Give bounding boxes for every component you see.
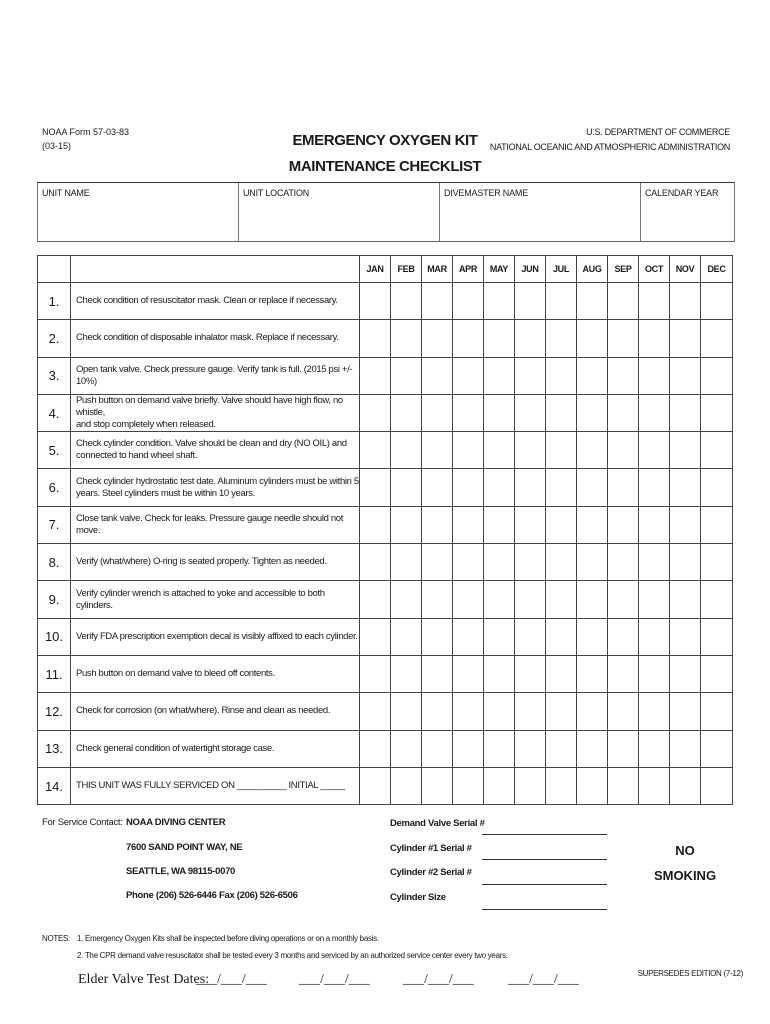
check-cell-jan[interactable] — [360, 544, 391, 581]
check-cell-may[interactable] — [484, 469, 515, 506]
check-cell-aug[interactable] — [577, 394, 608, 431]
month-header-feb: FEB — [391, 256, 422, 283]
check-cell-may[interactable] — [484, 693, 515, 730]
check-cell-apr[interactable] — [453, 581, 484, 618]
check-cell-mar[interactable] — [422, 283, 453, 320]
check-cell-sep[interactable] — [608, 432, 639, 469]
check-cell-aug[interactable] — [577, 693, 608, 730]
check-cell-oct[interactable] — [639, 544, 670, 581]
table-row — [38, 320, 733, 357]
check-cell-nov[interactable] — [670, 693, 701, 730]
item-description — [71, 394, 360, 431]
month-header-jul: JUL — [546, 256, 577, 283]
check-cell-mar[interactable] — [422, 655, 453, 692]
check-cell-may[interactable] — [484, 283, 515, 320]
item-description — [71, 693, 360, 730]
title-line-1: EMERGENCY OXYGEN KIT — [292, 132, 478, 149]
check-cell-aug[interactable] — [577, 357, 608, 394]
month-header-mar: MAR — [422, 256, 453, 283]
check-cell-mar[interactable] — [422, 693, 453, 730]
form-number-block — [42, 125, 129, 153]
unit-name-field[interactable] — [38, 183, 239, 241]
check-cell-jun[interactable] — [515, 581, 546, 618]
cylinder-2-serial-input[interactable] — [482, 884, 607, 885]
check-cell-dec[interactable] — [701, 655, 733, 692]
check-cell-oct[interactable] — [639, 655, 670, 692]
month-header-sep: SEP — [608, 256, 639, 283]
check-cell-jul[interactable] — [546, 618, 577, 655]
check-cell-dec[interactable] — [701, 506, 733, 543]
check-cell-jan[interactable] — [360, 767, 391, 804]
no-smoking-notice — [640, 838, 730, 888]
check-cell-jun[interactable] — [515, 432, 546, 469]
cylinder-1-serial-label: Cylinder #1 Serial # — [390, 843, 472, 854]
item-description-line-1: Verify (what/where) O-ring is seated properly. Tighten as needed. — [76, 556, 327, 568]
table-row — [38, 544, 733, 581]
check-cell-mar[interactable] — [422, 730, 453, 767]
check-cell-may[interactable] — [484, 618, 515, 655]
check-cell-jul[interactable] — [546, 581, 577, 618]
check-cell-jul[interactable] — [546, 730, 577, 767]
check-cell-may[interactable] — [484, 506, 515, 543]
check-cell-sep[interactable] — [608, 767, 639, 804]
agency-block — [490, 125, 730, 155]
table-row — [38, 469, 733, 506]
check-cell-jan[interactable] — [360, 693, 391, 730]
item-description — [71, 320, 360, 357]
no-smoking-line-2: SMOKING — [653, 868, 717, 883]
check-cell-nov[interactable] — [670, 432, 701, 469]
table-row — [38, 394, 733, 431]
check-cell-jul[interactable] — [546, 655, 577, 692]
cylinder-size-input[interactable] — [482, 909, 607, 910]
check-cell-dec[interactable] — [701, 432, 733, 469]
check-cell-jan[interactable] — [360, 394, 391, 431]
table-row — [38, 506, 733, 543]
check-cell-may[interactable] — [484, 432, 515, 469]
check-cell-aug[interactable] — [577, 767, 608, 804]
table-row — [38, 730, 733, 767]
check-cell-feb[interactable] — [391, 506, 422, 543]
check-cell-jun[interactable] — [515, 357, 546, 394]
item-description-line-1: Check general condition of watertight storage case. — [76, 742, 275, 754]
check-cell-apr[interactable] — [453, 432, 484, 469]
check-cell-jul[interactable] — [546, 432, 577, 469]
check-cell-jul[interactable] — [546, 283, 577, 320]
cylinder-2-serial-label: Cylinder #2 Serial # — [390, 867, 472, 878]
check-cell-jan[interactable] — [360, 730, 391, 767]
check-cell-dec[interactable] — [701, 469, 733, 506]
check-cell-feb[interactable] — [391, 655, 422, 692]
check-cell-may[interactable] — [484, 544, 515, 581]
check-cell-jan[interactable] — [360, 469, 391, 506]
check-cell-jan[interactable] — [360, 618, 391, 655]
check-cell-mar[interactable] — [422, 544, 453, 581]
check-cell-nov[interactable] — [670, 544, 701, 581]
check-cell-sep[interactable] — [608, 506, 639, 543]
check-cell-nov[interactable] — [670, 655, 701, 692]
cylinder-1-serial-input[interactable] — [482, 859, 607, 860]
item-description-line-2: connected to hand wheel shaft. — [76, 450, 198, 462]
item-description — [71, 581, 360, 618]
check-cell-aug[interactable] — [577, 506, 608, 543]
check-cell-jan[interactable] — [360, 432, 391, 469]
check-cell-oct[interactable] — [639, 432, 670, 469]
check-cell-may[interactable] — [484, 581, 515, 618]
check-cell-nov[interactable] — [670, 767, 701, 804]
check-cell-dec[interactable] — [701, 693, 733, 730]
check-cell-oct[interactable] — [639, 357, 670, 394]
check-cell-may[interactable] — [484, 357, 515, 394]
check-cell-jun[interactable] — [515, 730, 546, 767]
check-cell-jun[interactable] — [515, 283, 546, 320]
administration-name: NATIONAL OCEANIC AND ATMOSPHERIC ADMINISTRATION — [489, 142, 730, 152]
item-description — [71, 544, 360, 581]
elder-date-blank-1[interactable]: ___/___/___ — [196, 972, 267, 987]
maintenance-checklist-table — [37, 255, 733, 805]
check-cell-oct[interactable] — [639, 767, 670, 804]
check-cell-nov[interactable] — [670, 730, 701, 767]
form-number: NOAA Form 57-03-83 — [42, 127, 130, 137]
check-cell-jan[interactable] — [360, 320, 391, 357]
service-address-line-2: SEATTLE, WA 98115-0070 — [126, 866, 236, 877]
elder-date-blank-3[interactable]: ___/___/___ — [403, 972, 474, 987]
item-description-line-1: Push button on demand valve to bleed off contents. — [76, 668, 275, 680]
check-cell-dec[interactable] — [701, 320, 733, 357]
item-number: 14. — [38, 767, 71, 804]
item-number: 2. — [38, 320, 71, 357]
table-row — [38, 693, 733, 730]
item-description — [71, 357, 360, 394]
check-cell-oct[interactable] — [639, 618, 670, 655]
service-contact-label: For Service Contact: — [42, 817, 123, 828]
check-cell-jun[interactable] — [515, 469, 546, 506]
check-cell-mar[interactable] — [422, 581, 453, 618]
month-header-jan: JAN — [360, 256, 391, 283]
check-cell-jul[interactable] — [546, 320, 577, 357]
calendar-year-field[interactable] — [641, 183, 735, 241]
item-description — [71, 283, 360, 320]
check-cell-dec[interactable] — [701, 618, 733, 655]
item-number: 4. — [38, 394, 71, 431]
title-line-2: MAINTENANCE CHECKLIST — [288, 158, 482, 175]
note-1: 1. Emergency Oxygen Kits shall be inspected before diving operations or on a monthly basis. — [77, 934, 379, 943]
check-cell-oct[interactable] — [639, 506, 670, 543]
check-cell-jun[interactable] — [515, 618, 546, 655]
check-cell-oct[interactable] — [639, 469, 670, 506]
check-cell-may[interactable] — [484, 655, 515, 692]
no-smoking-line-1: NO — [675, 843, 695, 858]
item-description-line-1: Close tank valve. Check for leaks. Pressure gauge needle should not move. — [76, 512, 343, 536]
check-cell-sep[interactable] — [608, 544, 639, 581]
item-description — [71, 730, 360, 767]
unit-name-label: UNIT NAME — [42, 188, 90, 198]
check-cell-jun[interactable] — [515, 655, 546, 692]
check-cell-nov[interactable] — [670, 283, 701, 320]
check-cell-mar[interactable] — [422, 357, 453, 394]
check-cell-jan[interactable] — [360, 506, 391, 543]
cylinder-size-label: Cylinder Size — [390, 892, 446, 903]
check-cell-apr[interactable] — [453, 730, 484, 767]
check-cell-aug[interactable] — [577, 432, 608, 469]
table-row — [38, 655, 733, 692]
check-cell-oct[interactable] — [639, 320, 670, 357]
check-cell-aug[interactable] — [577, 618, 608, 655]
item-number: 7. — [38, 506, 71, 543]
check-cell-apr[interactable] — [453, 544, 484, 581]
check-cell-apr[interactable] — [453, 357, 484, 394]
item-description-line-1: Check condition of disposable inhalator mask. Replace if necessary. — [76, 332, 339, 344]
supersedes-edition: SUPERSEDES EDITION (7-12) — [637, 969, 743, 978]
item-number: 11. — [38, 655, 71, 692]
check-cell-sep[interactable] — [608, 730, 639, 767]
department-name: U.S. DEPARTMENT OF COMMERCE — [586, 127, 730, 137]
item-number: 1. — [38, 283, 71, 320]
demand-valve-serial-input[interactable] — [482, 834, 607, 835]
check-cell-mar[interactable] — [422, 469, 453, 506]
item-number: 10. — [38, 618, 71, 655]
check-cell-jul[interactable] — [546, 394, 577, 431]
notes-label: NOTES: — [42, 934, 70, 943]
check-cell-aug[interactable] — [577, 655, 608, 692]
table-row — [38, 283, 733, 320]
check-cell-mar[interactable] — [422, 618, 453, 655]
check-cell-nov[interactable] — [670, 394, 701, 431]
item-description-line-1: Verify FDA prescription exemption decal is visibly affixed to each cylinder. — [76, 630, 358, 642]
check-cell-feb[interactable] — [391, 730, 422, 767]
elder-valve-label: Elder Valve Test Dates: — [78, 972, 210, 987]
unit-info-box — [37, 182, 735, 242]
check-cell-nov[interactable] — [670, 320, 701, 357]
month-header-dec: DEC — [701, 256, 733, 283]
item-number: 13. — [38, 730, 71, 767]
check-cell-sep[interactable] — [608, 581, 639, 618]
table-row — [38, 357, 733, 394]
item-number: 5. — [38, 432, 71, 469]
form-date: (03-15) — [42, 141, 72, 151]
check-cell-feb[interactable] — [391, 320, 422, 357]
check-cell-mar[interactable] — [422, 767, 453, 804]
table-row — [38, 432, 733, 469]
check-cell-apr[interactable] — [453, 394, 484, 431]
item-number: 12. — [38, 693, 71, 730]
check-cell-jul[interactable] — [546, 506, 577, 543]
divemaster-name-label: DIVEMASTER NAME — [444, 188, 529, 198]
check-cell-feb[interactable] — [391, 767, 422, 804]
check-cell-sep[interactable] — [608, 469, 639, 506]
unit-location-field[interactable] — [239, 183, 440, 241]
item-description-line-1: Check condition of resuscitator mask. Clean or replace if necessary. — [76, 295, 338, 307]
check-cell-jul[interactable] — [546, 469, 577, 506]
check-cell-sep[interactable] — [608, 394, 639, 431]
check-cell-jul[interactable] — [546, 544, 577, 581]
check-cell-jun[interactable] — [515, 320, 546, 357]
check-cell-nov[interactable] — [670, 357, 701, 394]
table-row — [38, 581, 733, 618]
check-cell-sep[interactable] — [608, 655, 639, 692]
check-cell-dec[interactable] — [701, 394, 733, 431]
check-cell-may[interactable] — [484, 730, 515, 767]
month-header-may: MAY — [484, 256, 515, 283]
check-cell-jul[interactable] — [546, 357, 577, 394]
service-center-name: NOAA DIVING CENTER — [126, 817, 226, 828]
demand-valve-serial-label: Demand Valve Serial # — [390, 818, 485, 829]
item-description — [71, 469, 360, 506]
check-cell-jul[interactable] — [546, 767, 577, 804]
divemaster-name-field[interactable] — [440, 183, 641, 241]
check-cell-dec[interactable] — [701, 357, 733, 394]
check-cell-oct[interactable] — [639, 693, 670, 730]
check-cell-aug[interactable] — [577, 544, 608, 581]
check-cell-jun[interactable] — [515, 544, 546, 581]
check-cell-apr[interactable] — [453, 618, 484, 655]
page-title — [250, 128, 520, 180]
check-cell-mar[interactable] — [422, 320, 453, 357]
elder-date-blank-4[interactable]: ___/___/___ — [508, 972, 579, 987]
table-row — [38, 767, 733, 804]
check-cell-aug[interactable] — [577, 320, 608, 357]
check-cell-oct[interactable] — [639, 581, 670, 618]
check-cell-jan[interactable] — [360, 283, 391, 320]
check-cell-dec[interactable] — [701, 767, 733, 804]
table-row — [38, 618, 733, 655]
check-cell-dec[interactable] — [701, 544, 733, 581]
check-cell-may[interactable] — [484, 767, 515, 804]
item-description-line-1: Check cylinder hydrostatic test date. Aluminum cylinders must be within 5 — [76, 475, 359, 487]
month-header-row — [38, 256, 733, 283]
check-cell-mar[interactable] — [422, 394, 453, 431]
check-cell-apr[interactable] — [453, 506, 484, 543]
check-cell-apr[interactable] — [453, 469, 484, 506]
check-cell-jan[interactable] — [360, 581, 391, 618]
check-cell-jan[interactable] — [360, 357, 391, 394]
item-description-line-1: THIS UNIT WAS FULLY SERVICED ON __________ INITIAL _____ — [76, 780, 345, 791]
check-cell-sep[interactable] — [608, 320, 639, 357]
check-cell-feb[interactable] — [391, 283, 422, 320]
check-cell-feb[interactable] — [391, 394, 422, 431]
check-cell-jun[interactable] — [515, 693, 546, 730]
check-cell-aug[interactable] — [577, 730, 608, 767]
check-cell-feb[interactable] — [391, 618, 422, 655]
item-description-line-1: Open tank valve. Check pressure gauge. Verify tank is full. (2015 psi +/- 10%) — [76, 363, 353, 387]
item-description — [71, 655, 360, 692]
item-number: 6. — [38, 469, 71, 506]
check-cell-apr[interactable] — [453, 320, 484, 357]
check-cell-jan[interactable] — [360, 655, 391, 692]
service-phone-fax: Phone (206) 526-6446 Fax (206) 526-6506 — [126, 890, 298, 901]
check-cell-mar[interactable] — [422, 432, 453, 469]
item-description-line-1: Verify cylinder wrench is attached to yoke and accessible to both cylinders. — [76, 587, 325, 611]
service-address-line-1: 7600 SAND POINT WAY, NE — [126, 842, 243, 853]
header-blank-cell — [38, 256, 71, 283]
item-description-line-2: years. Steel cylinders must be within 10 years. — [76, 487, 255, 499]
check-cell-feb[interactable] — [391, 693, 422, 730]
check-cell-jun[interactable] — [515, 767, 546, 804]
check-cell-aug[interactable] — [577, 581, 608, 618]
item-number: 9. — [38, 581, 71, 618]
month-header-jun: JUN — [515, 256, 546, 283]
month-header-apr: APR — [453, 256, 484, 283]
check-cell-oct[interactable] — [639, 394, 670, 431]
item-description-line-1: Check for corrosion (on what/where). Rinse and clean as needed. — [76, 705, 331, 717]
check-cell-mar[interactable] — [422, 506, 453, 543]
check-cell-aug[interactable] — [577, 283, 608, 320]
check-cell-sep[interactable] — [608, 357, 639, 394]
check-cell-feb[interactable] — [391, 544, 422, 581]
calendar-year-label: CALENDAR YEAR — [645, 188, 719, 198]
check-cell-may[interactable] — [484, 394, 515, 431]
item-description-line-1: Push button on demand valve briefly. Valve should have high flow, no whistle, — [76, 395, 343, 419]
check-cell-nov[interactable] — [670, 506, 701, 543]
item-description — [71, 618, 360, 655]
check-cell-jun[interactable] — [515, 506, 546, 543]
item-number: 3. — [38, 357, 71, 394]
check-cell-jun[interactable] — [515, 394, 546, 431]
item-description-line-2: and stop completely when released. — [76, 419, 216, 431]
elder-valve-test-dates — [78, 972, 209, 988]
check-cell-oct[interactable] — [639, 730, 670, 767]
check-cell-nov[interactable] — [670, 469, 701, 506]
check-cell-sep[interactable] — [608, 693, 639, 730]
month-header-aug: AUG — [577, 256, 608, 283]
check-cell-feb[interactable] — [391, 357, 422, 394]
check-cell-feb[interactable] — [391, 581, 422, 618]
check-cell-apr[interactable] — [453, 655, 484, 692]
unit-location-label: UNIT LOCATION — [243, 188, 310, 198]
check-cell-oct[interactable] — [639, 283, 670, 320]
check-cell-apr[interactable] — [453, 693, 484, 730]
month-header-oct: OCT — [639, 256, 670, 283]
check-cell-dec[interactable] — [701, 730, 733, 767]
check-cell-aug[interactable] — [577, 469, 608, 506]
check-cell-may[interactable] — [484, 320, 515, 357]
item-number: 8. — [38, 544, 71, 581]
check-cell-apr[interactable] — [453, 283, 484, 320]
check-cell-dec[interactable] — [701, 283, 733, 320]
check-cell-nov[interactable] — [670, 618, 701, 655]
check-cell-dec[interactable] — [701, 581, 733, 618]
check-cell-nov[interactable] — [670, 581, 701, 618]
check-cell-sep[interactable] — [608, 283, 639, 320]
item-description — [71, 432, 360, 469]
month-header-nov: NOV — [670, 256, 701, 283]
check-cell-apr[interactable] — [453, 767, 484, 804]
header-blank-cell — [71, 256, 360, 283]
check-cell-sep[interactable] — [608, 618, 639, 655]
elder-date-blank-2[interactable]: ___/___/___ — [299, 972, 370, 987]
item-description — [71, 506, 360, 543]
item-description-line-1: Check cylinder condition. Valve should be clean and dry (NO OIL) and — [76, 438, 347, 450]
note-2: 2. The CPR demand valve resuscitator shall be tested every 3 months and serviced by an authorized service center every two years. — [77, 951, 508, 960]
check-cell-jul[interactable] — [546, 693, 577, 730]
check-cell-feb[interactable] — [391, 432, 422, 469]
item-description — [71, 767, 360, 804]
check-cell-feb[interactable] — [391, 469, 422, 506]
